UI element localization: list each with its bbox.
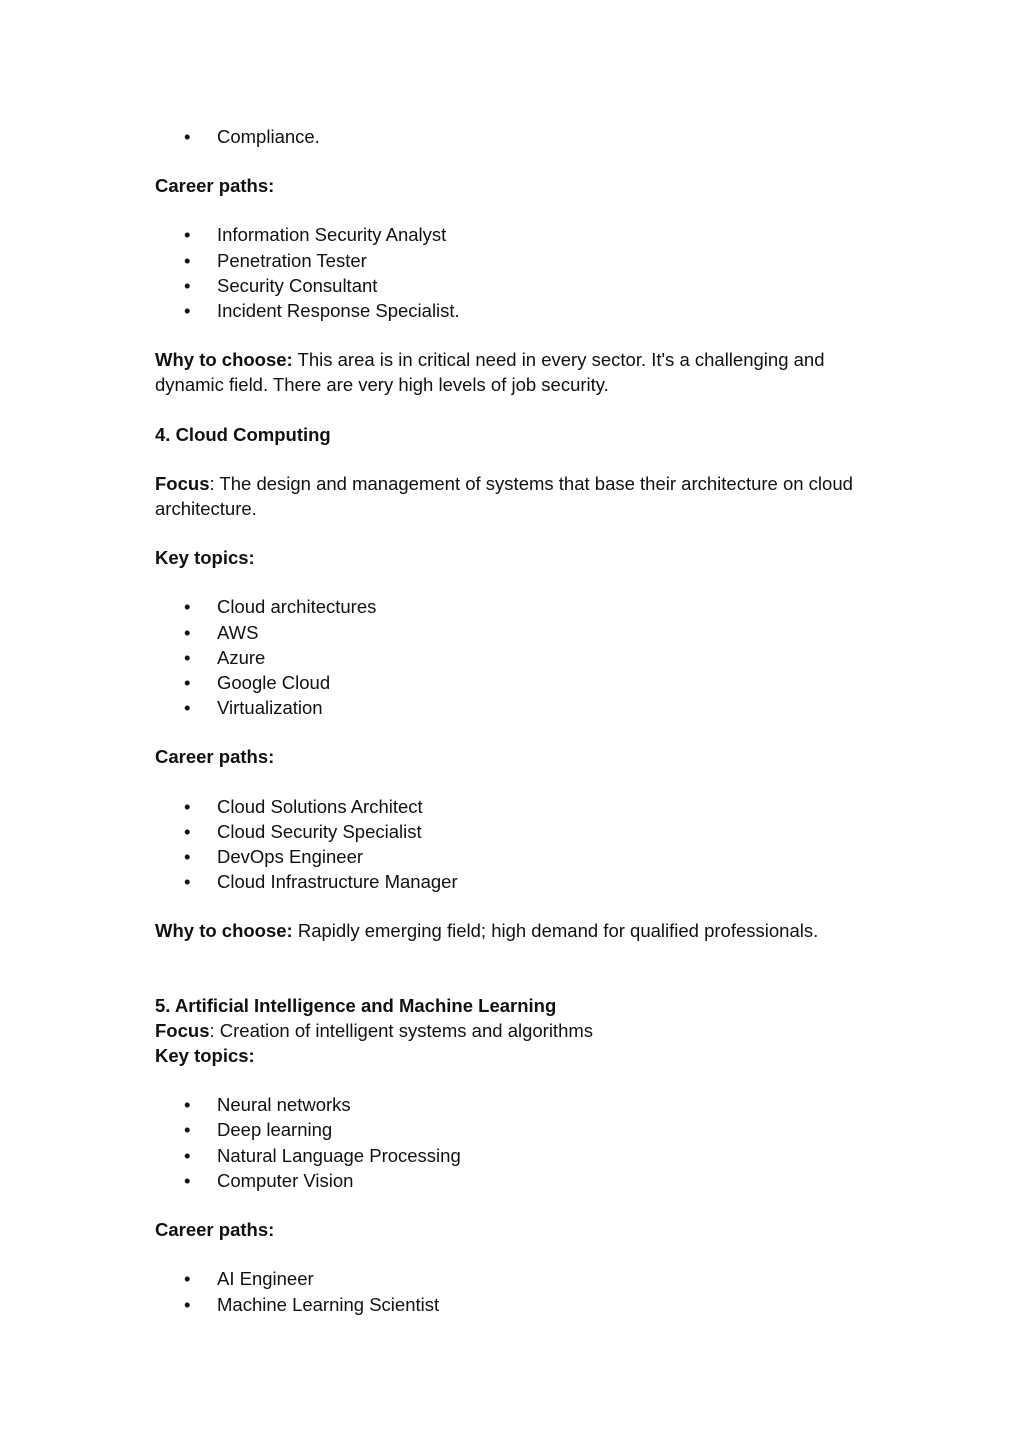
section4-topics-heading: Key topics: bbox=[155, 547, 255, 569]
section4-career-list bbox=[155, 794, 875, 895]
why-text: Rapidly emerging field; high demand for qualified professionals. bbox=[292, 920, 819, 942]
why-label: Why to choose: bbox=[155, 349, 293, 371]
list-item: • Penetration Tester bbox=[155, 248, 875, 273]
section5-title: 5. Artificial Intelligence and Machine Learning bbox=[155, 994, 557, 1016]
section4-career-heading: Career paths: bbox=[155, 746, 275, 768]
list-item: • Incident Response Specialist. bbox=[155, 298, 875, 323]
section4-title: 4. Cloud Computing bbox=[155, 423, 331, 445]
list-item: • Cloud Security Specialist bbox=[155, 819, 875, 844]
list-item: • Cloud Solutions Architect bbox=[155, 794, 875, 819]
focus-text: : The design and management of systems that base their architecture on cloud architecture. bbox=[155, 472, 853, 520]
section3-why-paragraph bbox=[155, 347, 875, 397]
list-item: • Azure bbox=[155, 645, 875, 670]
section3-career-list bbox=[155, 222, 875, 323]
list-item: • Deep learning bbox=[155, 1117, 875, 1142]
section4-topics-list bbox=[155, 594, 875, 720]
focus-label: Focus bbox=[155, 472, 210, 494]
list-item: • AWS bbox=[155, 620, 875, 645]
section4-why-paragraph bbox=[155, 918, 875, 943]
section5-topics-list bbox=[155, 1092, 875, 1193]
bullet-list-top bbox=[155, 124, 875, 149]
list-item: • Machine Learning Scientist bbox=[155, 1292, 875, 1317]
section5-career-list bbox=[155, 1266, 875, 1316]
section5-career-heading: Career paths: bbox=[155, 1219, 275, 1241]
section5-focus-paragraph bbox=[155, 1018, 875, 1043]
focus-label: Focus bbox=[155, 1019, 210, 1041]
section3-career-heading: Career paths: bbox=[155, 175, 275, 197]
list-item: • Compliance. bbox=[155, 124, 875, 149]
document-page bbox=[155, 124, 875, 1317]
list-item: • Google Cloud bbox=[155, 670, 875, 695]
list-item: • Virtualization bbox=[155, 695, 875, 720]
list-item: • Cloud Infrastructure Manager bbox=[155, 869, 875, 894]
list-item: • Cloud architectures bbox=[155, 594, 875, 619]
list-item: • Computer Vision bbox=[155, 1168, 875, 1193]
why-label: Why to choose: bbox=[155, 920, 293, 942]
section5-topics-heading: Key topics: bbox=[155, 1045, 255, 1067]
list-item: • Security Consultant bbox=[155, 273, 875, 298]
list-item: • DevOps Engineer bbox=[155, 844, 875, 869]
why-text: This area is in critical need in every sector. It's a challenging and dynamic field. There are very high levels of job security. bbox=[155, 349, 825, 396]
list-item: • AI Engineer bbox=[155, 1266, 875, 1291]
list-item: • Natural Language Processing bbox=[155, 1143, 875, 1168]
focus-text: : Creation of intelligent systems and algorithms bbox=[209, 1019, 594, 1041]
list-item: • Neural networks bbox=[155, 1092, 875, 1117]
list-item: • Information Security Analyst bbox=[155, 222, 875, 247]
section4-focus-paragraph bbox=[155, 471, 875, 521]
